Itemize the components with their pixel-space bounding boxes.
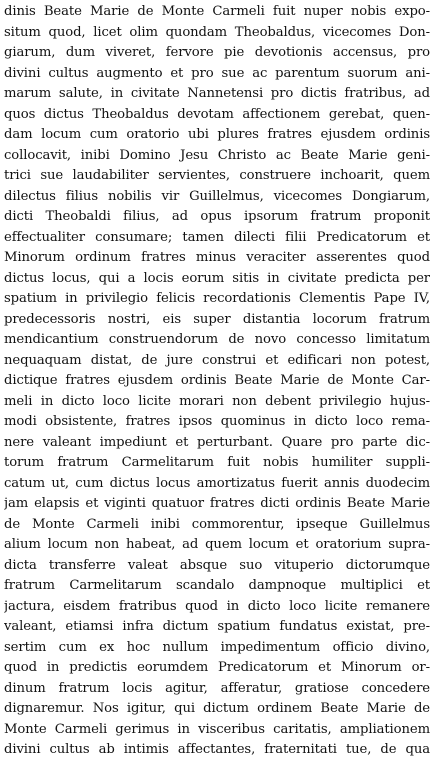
text-line: alium locum non habeat, ad quem locum et oratorium supra- (4, 537, 430, 552)
text-line: collocavit, inibi Domino Jesu Christo ac Beate Marie geni- (4, 147, 430, 163)
text-line: marum salute, in civitate Nannetensi pro dictis fratribus, ad (4, 86, 430, 101)
text-line: torum fratrum Carmelitarum fuit nobis humiliter suppli- (4, 455, 430, 470)
text-line: nere valeant impediunt et perturbant. Quare pro parte dic- (4, 434, 430, 450)
text-line: modi obsistente, fratres ipsos quominus in dicto loco rema- (4, 414, 430, 429)
text-line: sertim cum ex hoc nullum impedimentum officio divino, (4, 639, 430, 655)
text-line: dinum fratrum locis agitur, afferatur, gratiose concedere (4, 680, 430, 696)
text-line: dicti Theobaldi filius, ad opus ipsorum fratrum proponit (4, 209, 430, 224)
text-line: giarum, dum viveret, fervore pie devotionis accensus, pro (4, 45, 430, 60)
text-line: effectualiter consumare; tamen dilecti filii Predicatorum et (4, 229, 430, 245)
text-line: dinis Beate Marie de Monte Carmeli fuit nuper nobis expo- (4, 4, 430, 19)
text-line: divini cultus augmento et pro sue ac parentum suorum ani- (4, 65, 430, 81)
text-line: predecessoris nostri, eis super distantia locorum fratrum (4, 311, 430, 327)
text-line: mendicantium construendorum de novo concesso limitatum (4, 332, 430, 347)
text-line: spatium in privilegio felicis recordationis Clementis Pape IV, (4, 291, 430, 306)
text-line: situm quod, licet olim quondam Theobaldus, vicecomes Don- (4, 24, 430, 40)
text-line: valeant, etiamsi infra dictum spatium fundatus existat, pre- (4, 619, 430, 634)
text-line: jam elapsis et viginti quatuor fratres dicti ordinis Beate Marie (4, 496, 430, 511)
text-line: divini cultus ab intimis affectantes, fraternitati tue, de qua (4, 742, 430, 757)
text-line: fratrum Carmelitarum scandalo dampnoque multiplici et (4, 578, 430, 593)
text-line: quod in predictis eorumdem Predicatorum et Minorum or- (4, 660, 430, 675)
text-line: dictique fratres ejusdem ordinis Beate Marie de Monte Car- (4, 373, 430, 388)
text-line: Minorum ordinum fratres minus veraciter asserentes quod (4, 250, 430, 265)
text-line: catum ut, cum dictus locus amortizatus fuerit annis duodecim (4, 475, 430, 491)
text-line: nequaquam distat, de jure construi et edificari non potest, (4, 352, 430, 368)
text-line: de Monte Carmeli inibi commorentur, ipseque Guillelmus (4, 516, 430, 532)
text-line: dilectus filius nobilis vir Guillelmus, vicecomes Dongiarum, (4, 188, 430, 204)
text-line: trici sue laudabiliter servientes, construere inchoarit, quem (4, 168, 430, 183)
text-line: dam locum cum oratorio ubi plures fratres ejusdem ordinis (4, 127, 430, 142)
text-line: quos dictus Theobaldus devotam affectionem gerebat, quen- (4, 106, 430, 122)
text-line: dignaremur. Nos igitur, qui dictum ordinem Beate Marie de (4, 701, 430, 716)
text-line: dictus locus, qui a locis eorum sitis in civitate predicta per (4, 270, 430, 286)
text-line: Monte Carmeli gerimus in visceribus caritatis, ampliationem (4, 721, 430, 737)
text-line: jactura, eisdem fratribus quod in dicto loco licite remanere (4, 598, 430, 614)
text-line: dicta transferre valeat absque suo vituperio dictorumque (4, 557, 430, 573)
text-line: meli in dicto loco licite morari non debent privilegio hujus- (4, 393, 430, 409)
